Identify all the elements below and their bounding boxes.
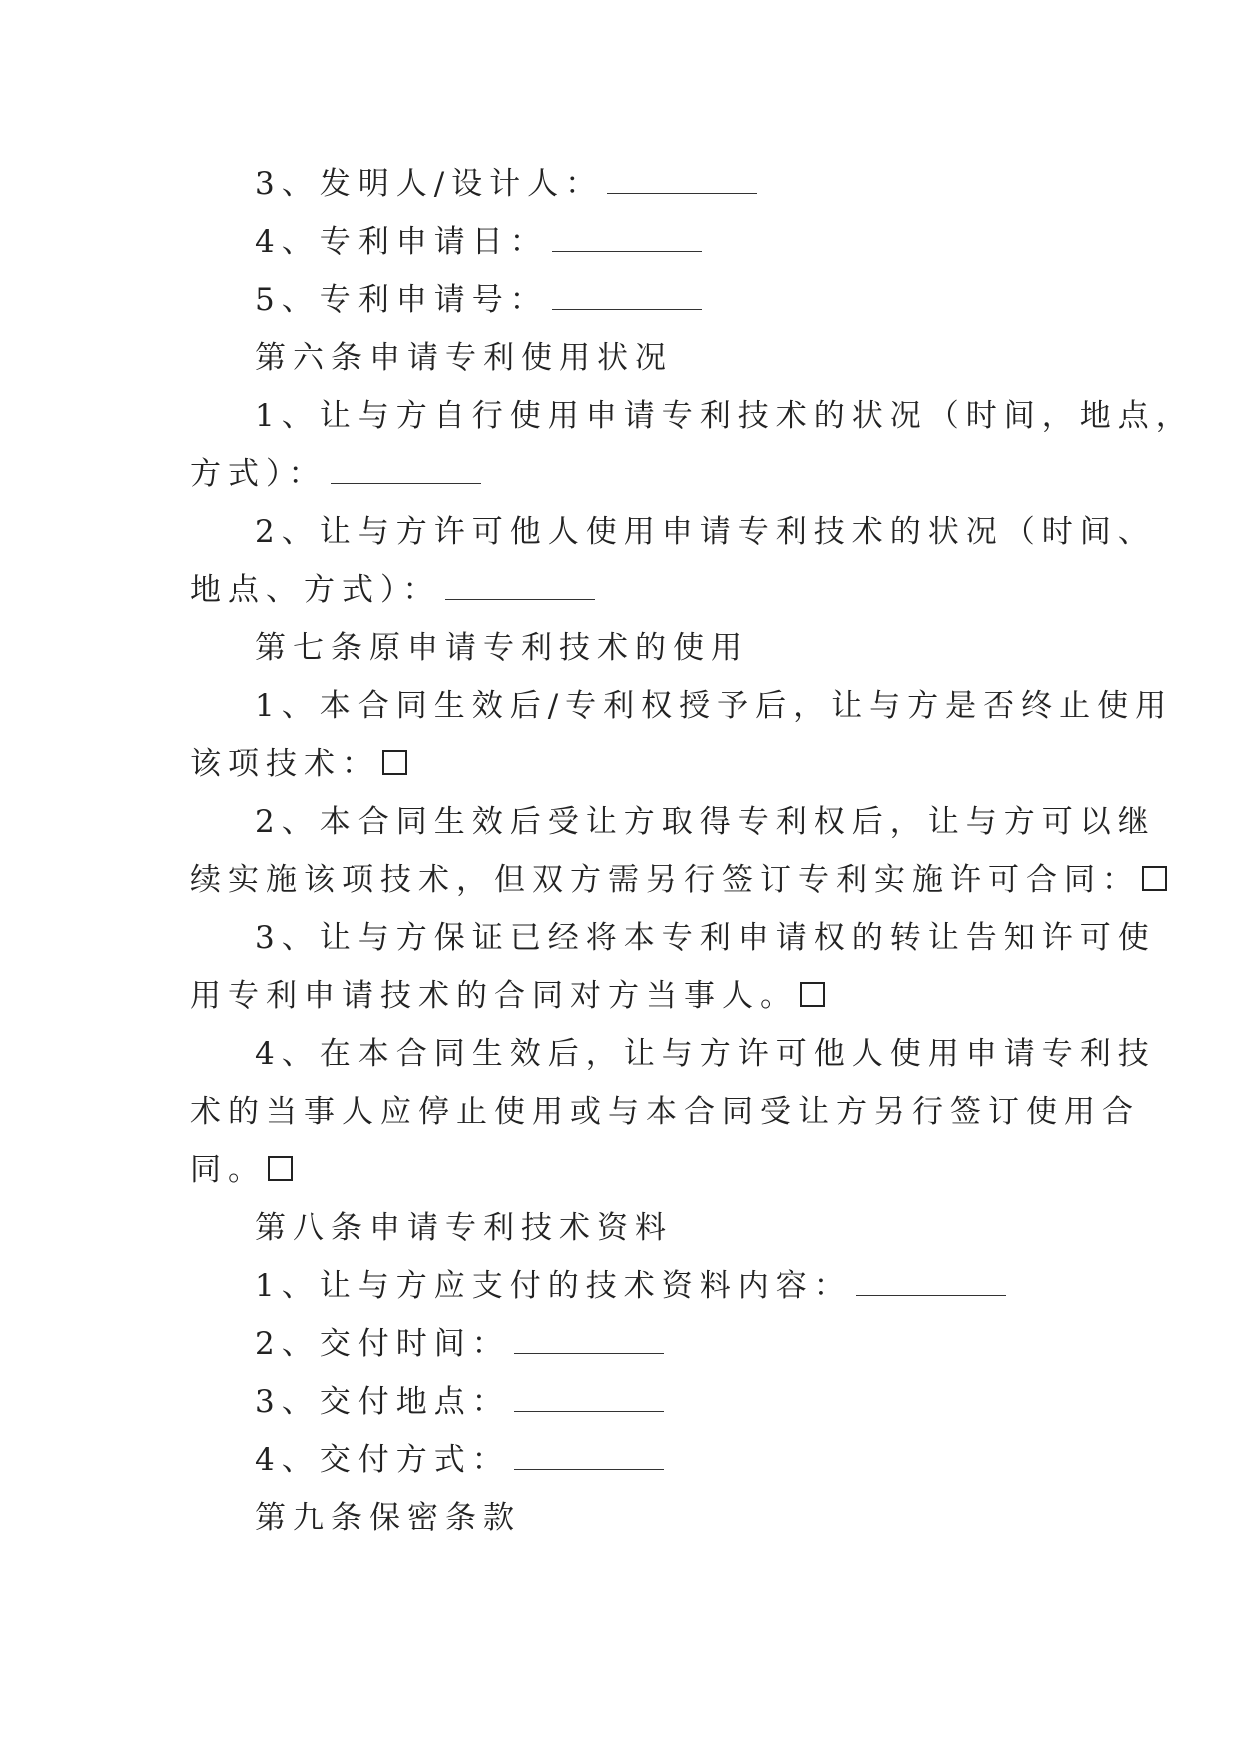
article-8-item-1 [190, 1257, 1070, 1315]
article-6-item-1-cont [190, 445, 1070, 503]
application-number-line [190, 271, 1070, 329]
article-6-item-1-text: 1、让与方自行使用申请专利技术的状况（时间，地点， [255, 398, 1194, 434]
article-7-item-4-text-2: 术的当事人应停止使用或与本合同受让方另行签订使用合 [190, 1094, 1140, 1130]
article-7-item-3-text: 3、让与方保证已经将本专利申请权的转让告知许可使 [255, 920, 1156, 956]
checkbox-notify-party[interactable] [800, 982, 825, 1007]
article-6-heading [190, 329, 1070, 387]
article-7-item-1-label: 该项技术： [190, 746, 380, 782]
delivery-method-label: 4、交付方式： [255, 1442, 510, 1478]
checkbox-stop-use[interactable] [268, 1156, 293, 1181]
article-7-item-2 [190, 793, 1156, 851]
inventor-line [190, 155, 1070, 213]
filing-date-blank[interactable] [552, 250, 702, 252]
delivery-place-blank[interactable] [514, 1410, 664, 1412]
article-7-item-4-end [190, 1141, 1070, 1199]
tech-material-label: 1、让与方应支付的技术资料内容： [255, 1268, 852, 1304]
article-6-item-2-text: 2、让与方许可他人使用申请专利技术的状况（时间、 [255, 514, 1156, 550]
filing-date-line [190, 213, 1070, 271]
checkbox-terminate-use[interactable] [382, 750, 407, 775]
licensed-use-blank[interactable] [445, 598, 595, 600]
article-8-heading [190, 1199, 1070, 1257]
article-7-heading-text: 第七条原申请专利技术的使用 [255, 630, 749, 666]
article-7-heading [190, 619, 1070, 677]
delivery-method-blank[interactable] [514, 1468, 664, 1470]
filing-date-label: 4、专利申请日： [255, 224, 548, 260]
article-9-heading [190, 1489, 1070, 1547]
article-6-item-2-label: 地点、方式）： [190, 572, 441, 608]
article-7-item-4-label: 同。 [190, 1152, 266, 1188]
article-8-item-4 [190, 1431, 1070, 1489]
article-8-heading-text: 第八条申请专利技术资料 [255, 1210, 673, 1246]
article-7-item-2-label: 续实施该项技术，但双方需另行签订专利实施许可合同： [190, 862, 1140, 898]
article-6-item-2 [190, 503, 1156, 561]
tech-material-blank[interactable] [856, 1294, 1006, 1296]
article-7-item-4 [190, 1025, 1156, 1083]
delivery-time-label: 2、交付时间： [255, 1326, 510, 1362]
article-7-item-3-cont [190, 967, 1070, 1025]
article-7-item-1-text: 1、本合同生效后/专利权授予后，让与方是否终止使用 [255, 688, 1174, 724]
article-6-item-1-label: 方式）： [190, 456, 327, 492]
article-7-item-4-text: 4、在本合同生效后，让与方许可他人使用申请专利技 [255, 1036, 1156, 1072]
inventor-blank[interactable] [607, 192, 757, 194]
inventor-label: 3、发明人/设计人： [255, 166, 604, 202]
article-9-heading-text: 第九条保密条款 [255, 1500, 521, 1536]
delivery-place-label: 3、交付地点： [255, 1384, 510, 1420]
article-7-item-3-label: 用专利申请技术的合同对方当事人。 [190, 978, 798, 1014]
article-7-item-2-text: 2、本合同生效后受让方取得专利权后，让与方可以继 [255, 804, 1156, 840]
article-7-item-3 [190, 909, 1156, 967]
checkbox-continue-use[interactable] [1142, 866, 1167, 891]
article-8-item-3 [190, 1373, 1070, 1431]
article-8-item-2 [190, 1315, 1070, 1373]
article-7-item-1-cont [190, 735, 1070, 793]
delivery-time-blank[interactable] [514, 1352, 664, 1354]
article-6-item-2-cont [190, 561, 1070, 619]
article-7-item-2-cont [190, 851, 1140, 909]
application-number-label: 5、专利申请号： [255, 282, 548, 318]
article-7-item-4-cont [190, 1083, 1140, 1141]
article-6-heading-text: 第六条申请专利使用状况 [255, 340, 673, 376]
article-6-item-1 [190, 387, 1194, 445]
document-body [190, 155, 1194, 1547]
self-use-blank[interactable] [331, 482, 481, 484]
application-number-blank[interactable] [552, 308, 702, 310]
article-7-item-1 [190, 677, 1174, 735]
